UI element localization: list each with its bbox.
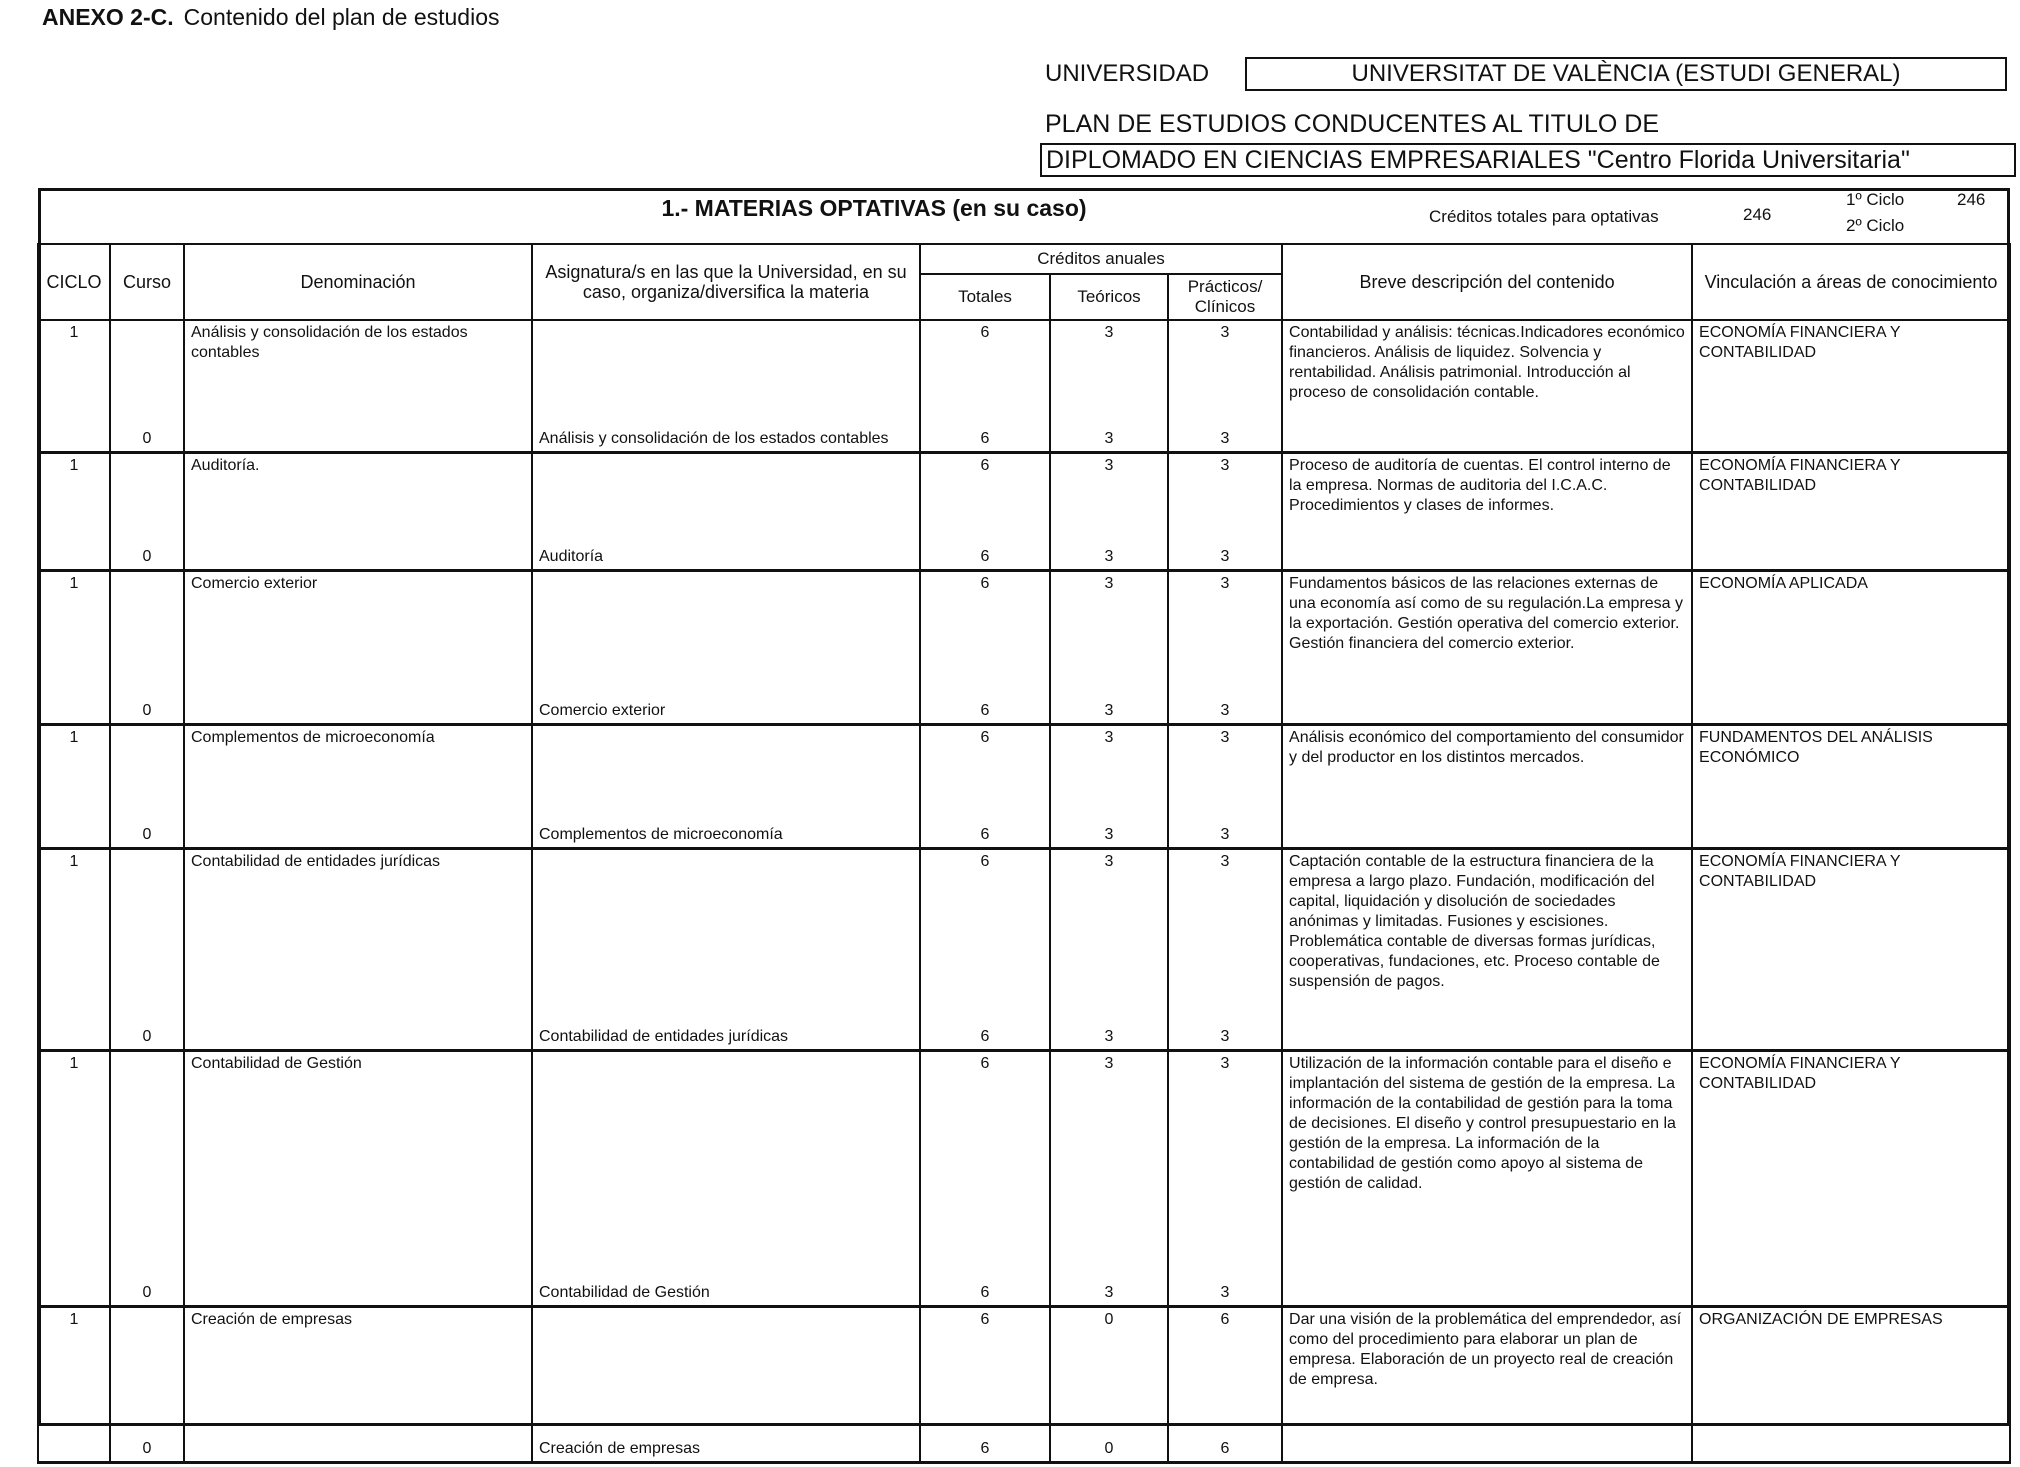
asignatura-totales-cell: 6 — [920, 1260, 1050, 1306]
asignatura-teoricos-cell: 3 — [1050, 1260, 1168, 1306]
ciclo-cell: 1 — [38, 570, 110, 688]
ciclo-empty-cell — [38, 534, 110, 570]
practicos-cell: 3 — [1168, 570, 1282, 688]
area-cell: FUNDAMENTOS DEL ANÁLISIS ECONÓMICO — [1692, 724, 2010, 812]
annex-heading — [42, 4, 500, 31]
area-empty-cell — [1692, 812, 2010, 848]
denominacion-cell: Contabilidad de entidades jurídicas — [184, 848, 532, 1004]
col-vinculacion: Vinculación a áreas de conocimiento — [1692, 244, 2010, 320]
practicos-cell: 3 — [1168, 452, 1282, 534]
descripcion-cell: Proceso de auditoría de cuentas. El control interno de la empresa. Normas de auditoria del I.C.A.C. Procedimientos y clases de informes. — [1282, 452, 1692, 534]
ciclo-cell: 1 — [38, 452, 110, 534]
denominacion-cell: Contabilidad de Gestión — [184, 1050, 532, 1260]
asignatura-totales-cell: 6 — [920, 1416, 1050, 1462]
subject-row — [38, 1050, 2010, 1260]
col-practicos: Prácticos/ Clínicos — [1168, 274, 1282, 320]
ciclo-cell: 1 — [38, 1306, 110, 1416]
totales-cell: 6 — [920, 320, 1050, 416]
col-asignatura: Asignatura/s en las que la Universidad, en su caso, organiza/diversifica la materia — [532, 244, 920, 320]
subject-row — [38, 1306, 2010, 1416]
teoricos-cell: 3 — [1050, 724, 1168, 812]
area-empty-cell — [1692, 416, 2010, 452]
ciclo-empty-cell — [38, 416, 110, 452]
subject-row — [38, 452, 2010, 534]
asignatura-teoricos-cell: 3 — [1050, 416, 1168, 452]
asignatura-cell: Creación de empresas — [532, 1416, 920, 1462]
denominacion-empty-cell — [184, 688, 532, 724]
asignatura-totales-cell: 6 — [920, 416, 1050, 452]
asignatura-empty-cell — [532, 570, 920, 688]
descripcion-empty-cell — [1282, 534, 1692, 570]
descripcion-cell: Fundamentos básicos de las relaciones externas de una economía así como de su regulación.La empresa y la exportación. Gestión operativa del comercio exterior. Gestión financiera del comercio exterior. — [1282, 570, 1692, 688]
ciclo-cell: 1 — [38, 724, 110, 812]
area-cell: ORGANIZACIÓN DE EMPRESAS — [1692, 1306, 2010, 1416]
ciclo-empty-cell — [38, 812, 110, 848]
curso-empty-cell — [110, 452, 184, 534]
asignatura-cell: Contabilidad de Gestión — [532, 1260, 920, 1306]
asignatura-teoricos-cell: 3 — [1050, 812, 1168, 848]
asignatura-row — [38, 416, 2010, 452]
ciclo2-label: 2º Ciclo — [1846, 216, 1905, 235]
descripcion-empty-cell — [1282, 688, 1692, 724]
denominacion-cell: Comercio exterior — [184, 570, 532, 688]
asignatura-row — [38, 688, 2010, 724]
curso-empty-cell — [110, 570, 184, 688]
ciclo-cell: 1 — [38, 848, 110, 1004]
asignatura-practicos-cell: 3 — [1168, 812, 1282, 848]
area-empty-cell — [1692, 1260, 2010, 1306]
curso-cell: 0 — [110, 416, 184, 452]
practicos-cell: 3 — [1168, 848, 1282, 1004]
asignatura-totales-cell: 6 — [920, 812, 1050, 848]
denominacion-empty-cell — [184, 534, 532, 570]
asignatura-row — [38, 812, 2010, 848]
denominacion-cell: Auditoría. — [184, 452, 532, 534]
col-descripcion: Breve descripción del contenido — [1282, 244, 1692, 320]
asignatura-practicos-cell: 3 — [1168, 1004, 1282, 1050]
denominacion-empty-cell — [184, 1416, 532, 1462]
curso-empty-cell — [110, 320, 184, 416]
area-cell: ECONOMÍA FINANCIERA Y CONTABILIDAD — [1692, 320, 2010, 416]
curso-empty-cell — [110, 1306, 184, 1416]
col-creditos: Créditos anuales — [920, 244, 1282, 274]
col-denominacion: Denominación — [184, 244, 532, 320]
asignatura-cell: Complementos de microeconomía — [532, 812, 920, 848]
area-empty-cell — [1692, 534, 2010, 570]
area-cell: ECONOMÍA FINANCIERA Y CONTABILIDAD — [1692, 452, 2010, 534]
curso-empty-cell — [110, 724, 184, 812]
denominacion-cell: Complementos de microeconomía — [184, 724, 532, 812]
col-totales: Totales — [920, 274, 1050, 320]
optional-subjects-sheet — [38, 188, 2010, 1457]
ciclo-cell: 1 — [38, 320, 110, 416]
university-label: UNIVERSIDAD — [1045, 60, 1210, 87]
asignatura-teoricos-cell: 0 — [1050, 1416, 1168, 1462]
area-empty-cell — [1692, 688, 2010, 724]
totales-cell: 6 — [920, 724, 1050, 812]
descripcion-cell: Dar una visión de la problemática del emprendedor, así como del procedimiento para elaborar un plan de empresa. Elaboración de un proyecto real de creación de empresa. — [1282, 1306, 1692, 1416]
col-ciclo: CICLO — [38, 244, 110, 320]
asignatura-teoricos-cell: 3 — [1050, 688, 1168, 724]
asignatura-empty-cell — [532, 1050, 920, 1260]
asignatura-empty-cell — [532, 1306, 920, 1416]
teoricos-cell: 3 — [1050, 1050, 1168, 1260]
curso-cell: 0 — [110, 1416, 184, 1462]
asignatura-empty-cell — [532, 724, 920, 812]
ciclo-empty-cell — [38, 688, 110, 724]
section-title: 1.- MATERIAS OPTATIVAS (en su caso) — [661, 195, 1087, 221]
area-cell: ECONOMÍA FINANCIERA Y CONTABILIDAD — [1692, 848, 2010, 1004]
descripcion-empty-cell — [1282, 416, 1692, 452]
subject-row — [38, 320, 2010, 416]
annex-code: ANEXO 2-C. — [42, 4, 174, 30]
practicos-cell: 3 — [1168, 320, 1282, 416]
descripcion-cell: Análisis económico del comportamiento del consumidor y del productor en los distintos mercados. — [1282, 724, 1692, 812]
asignatura-totales-cell: 6 — [920, 1004, 1050, 1050]
asignatura-practicos-cell: 3 — [1168, 416, 1282, 452]
asignatura-practicos-cell: 3 — [1168, 688, 1282, 724]
asignatura-totales-cell: 6 — [920, 688, 1050, 724]
asignatura-practicos-cell: 6 — [1168, 1416, 1282, 1462]
ciclo-empty-cell — [38, 1004, 110, 1050]
teoricos-cell: 3 — [1050, 848, 1168, 1004]
descripcion-cell: Utilización de la información contable para el diseño e implantación del sistema de gestión de la empresa. La información de la contabilidad de gestión para la toma de decisiones. El diseño y control presupuestario en la gestión de la empresa. La información de la contabilidad de gestión como apoyo al sistema de gestión de calidad. — [1282, 1050, 1692, 1260]
subject-row — [38, 570, 2010, 688]
area-cell: ECONOMÍA APLICADA — [1692, 570, 2010, 688]
asignatura-row — [38, 1004, 2010, 1050]
curso-cell: 0 — [110, 1260, 184, 1306]
asignatura-cell: Auditoría — [532, 534, 920, 570]
ciclo-empty-cell — [38, 1260, 110, 1306]
curso-cell: 0 — [110, 812, 184, 848]
credits-total: 246 — [1743, 205, 1772, 224]
credits-label: Créditos totales para optativas — [1429, 207, 1659, 226]
denominacion-empty-cell — [184, 812, 532, 848]
plan-label: PLAN DE ESTUDIOS CONDUCENTES AL TITULO DE — [1045, 110, 1660, 138]
ciclo1-value: 246 — [1957, 190, 1986, 209]
curso-empty-cell — [110, 848, 184, 1004]
totales-cell: 6 — [920, 452, 1050, 534]
area-empty-cell — [1692, 1004, 2010, 1050]
asignatura-empty-cell — [532, 452, 920, 534]
totales-cell: 6 — [920, 570, 1050, 688]
totales-cell: 6 — [920, 1306, 1050, 1416]
col-teoricos: Teóricos — [1050, 274, 1168, 320]
asignatura-row — [38, 534, 2010, 570]
descripcion-cell: Contabilidad y análisis: técnicas.Indicadores económico financieros. Análisis de liquidez. Solvencia y rentabilidad. Análisis patrimonial. Introducción al proceso de consolidación contable. — [1282, 320, 1692, 416]
practicos-cell: 6 — [1168, 1306, 1282, 1416]
annex-title: Contenido del plan de estudios — [183, 4, 500, 30]
asignatura-cell: Contabilidad de entidades jurídicas — [532, 1004, 920, 1050]
curso-cell: 0 — [110, 688, 184, 724]
teoricos-cell: 0 — [1050, 1306, 1168, 1416]
ciclo-cell: 1 — [38, 1050, 110, 1260]
teoricos-cell: 3 — [1050, 320, 1168, 416]
descripcion-cell: Captación contable de la estructura financiera de la empresa a largo plazo. Fundación, modificación del capital, liquidación y disolución de sociedades anónimas y limitadas. Fusiones y escisiones. Problemática contable de diversas formas jurídicas, cooperativas, fundaciones, etc. Proceso contable de suspensión de pagos. — [1282, 848, 1692, 1004]
practicos-cell: 3 — [1168, 724, 1282, 812]
descripcion-empty-cell — [1282, 1260, 1692, 1306]
asignatura-practicos-cell: 3 — [1168, 1260, 1282, 1306]
area-cell: ECONOMÍA FINANCIERA Y CONTABILIDAD — [1692, 1050, 2010, 1260]
denominacion-empty-cell — [184, 1004, 532, 1050]
subject-row — [38, 724, 2010, 812]
denominacion-empty-cell — [184, 416, 532, 452]
area-empty-cell — [1692, 1416, 2010, 1462]
subjects-table — [37, 243, 2011, 1464]
asignatura-teoricos-cell: 3 — [1050, 534, 1168, 570]
denominacion-cell: Análisis y consolidación de los estados contables — [184, 320, 532, 416]
descripcion-empty-cell — [1282, 812, 1692, 848]
asignatura-practicos-cell: 3 — [1168, 534, 1282, 570]
totales-cell: 6 — [920, 1050, 1050, 1260]
col-curso: Curso — [110, 244, 184, 320]
asignatura-empty-cell — [532, 320, 920, 416]
denominacion-empty-cell — [184, 1260, 532, 1306]
curso-cell: 0 — [110, 1004, 184, 1050]
teoricos-cell: 3 — [1050, 452, 1168, 534]
university-name: UNIVERSITAT DE VALÈNCIA (ESTUDI GENERAL) — [1245, 57, 2007, 91]
degree-title: DIPLOMADO EN CIENCIAS EMPRESARIALES "Centro Florida Universitaria" — [1040, 143, 2016, 177]
subject-row — [38, 848, 2010, 1004]
teoricos-cell: 3 — [1050, 570, 1168, 688]
descripcion-empty-cell — [1282, 1416, 1692, 1462]
denominacion-cell: Creación de empresas — [184, 1306, 532, 1416]
ciclo-empty-cell — [38, 1416, 110, 1462]
practicos-cell: 3 — [1168, 1050, 1282, 1260]
asignatura-empty-cell — [532, 848, 920, 1004]
descripcion-empty-cell — [1282, 1004, 1692, 1050]
curso-cell: 0 — [110, 534, 184, 570]
curso-empty-cell — [110, 1050, 184, 1260]
asignatura-row — [38, 1260, 2010, 1306]
ciclo1-label: 1º Ciclo — [1846, 190, 1905, 209]
totales-cell: 6 — [920, 848, 1050, 1004]
asignatura-teoricos-cell: 3 — [1050, 1004, 1168, 1050]
asignatura-cell: Comercio exterior — [532, 688, 920, 724]
asignatura-cell: Análisis y consolidación de los estados contables — [532, 416, 920, 452]
asignatura-row — [38, 1416, 2010, 1462]
asignatura-totales-cell: 6 — [920, 534, 1050, 570]
